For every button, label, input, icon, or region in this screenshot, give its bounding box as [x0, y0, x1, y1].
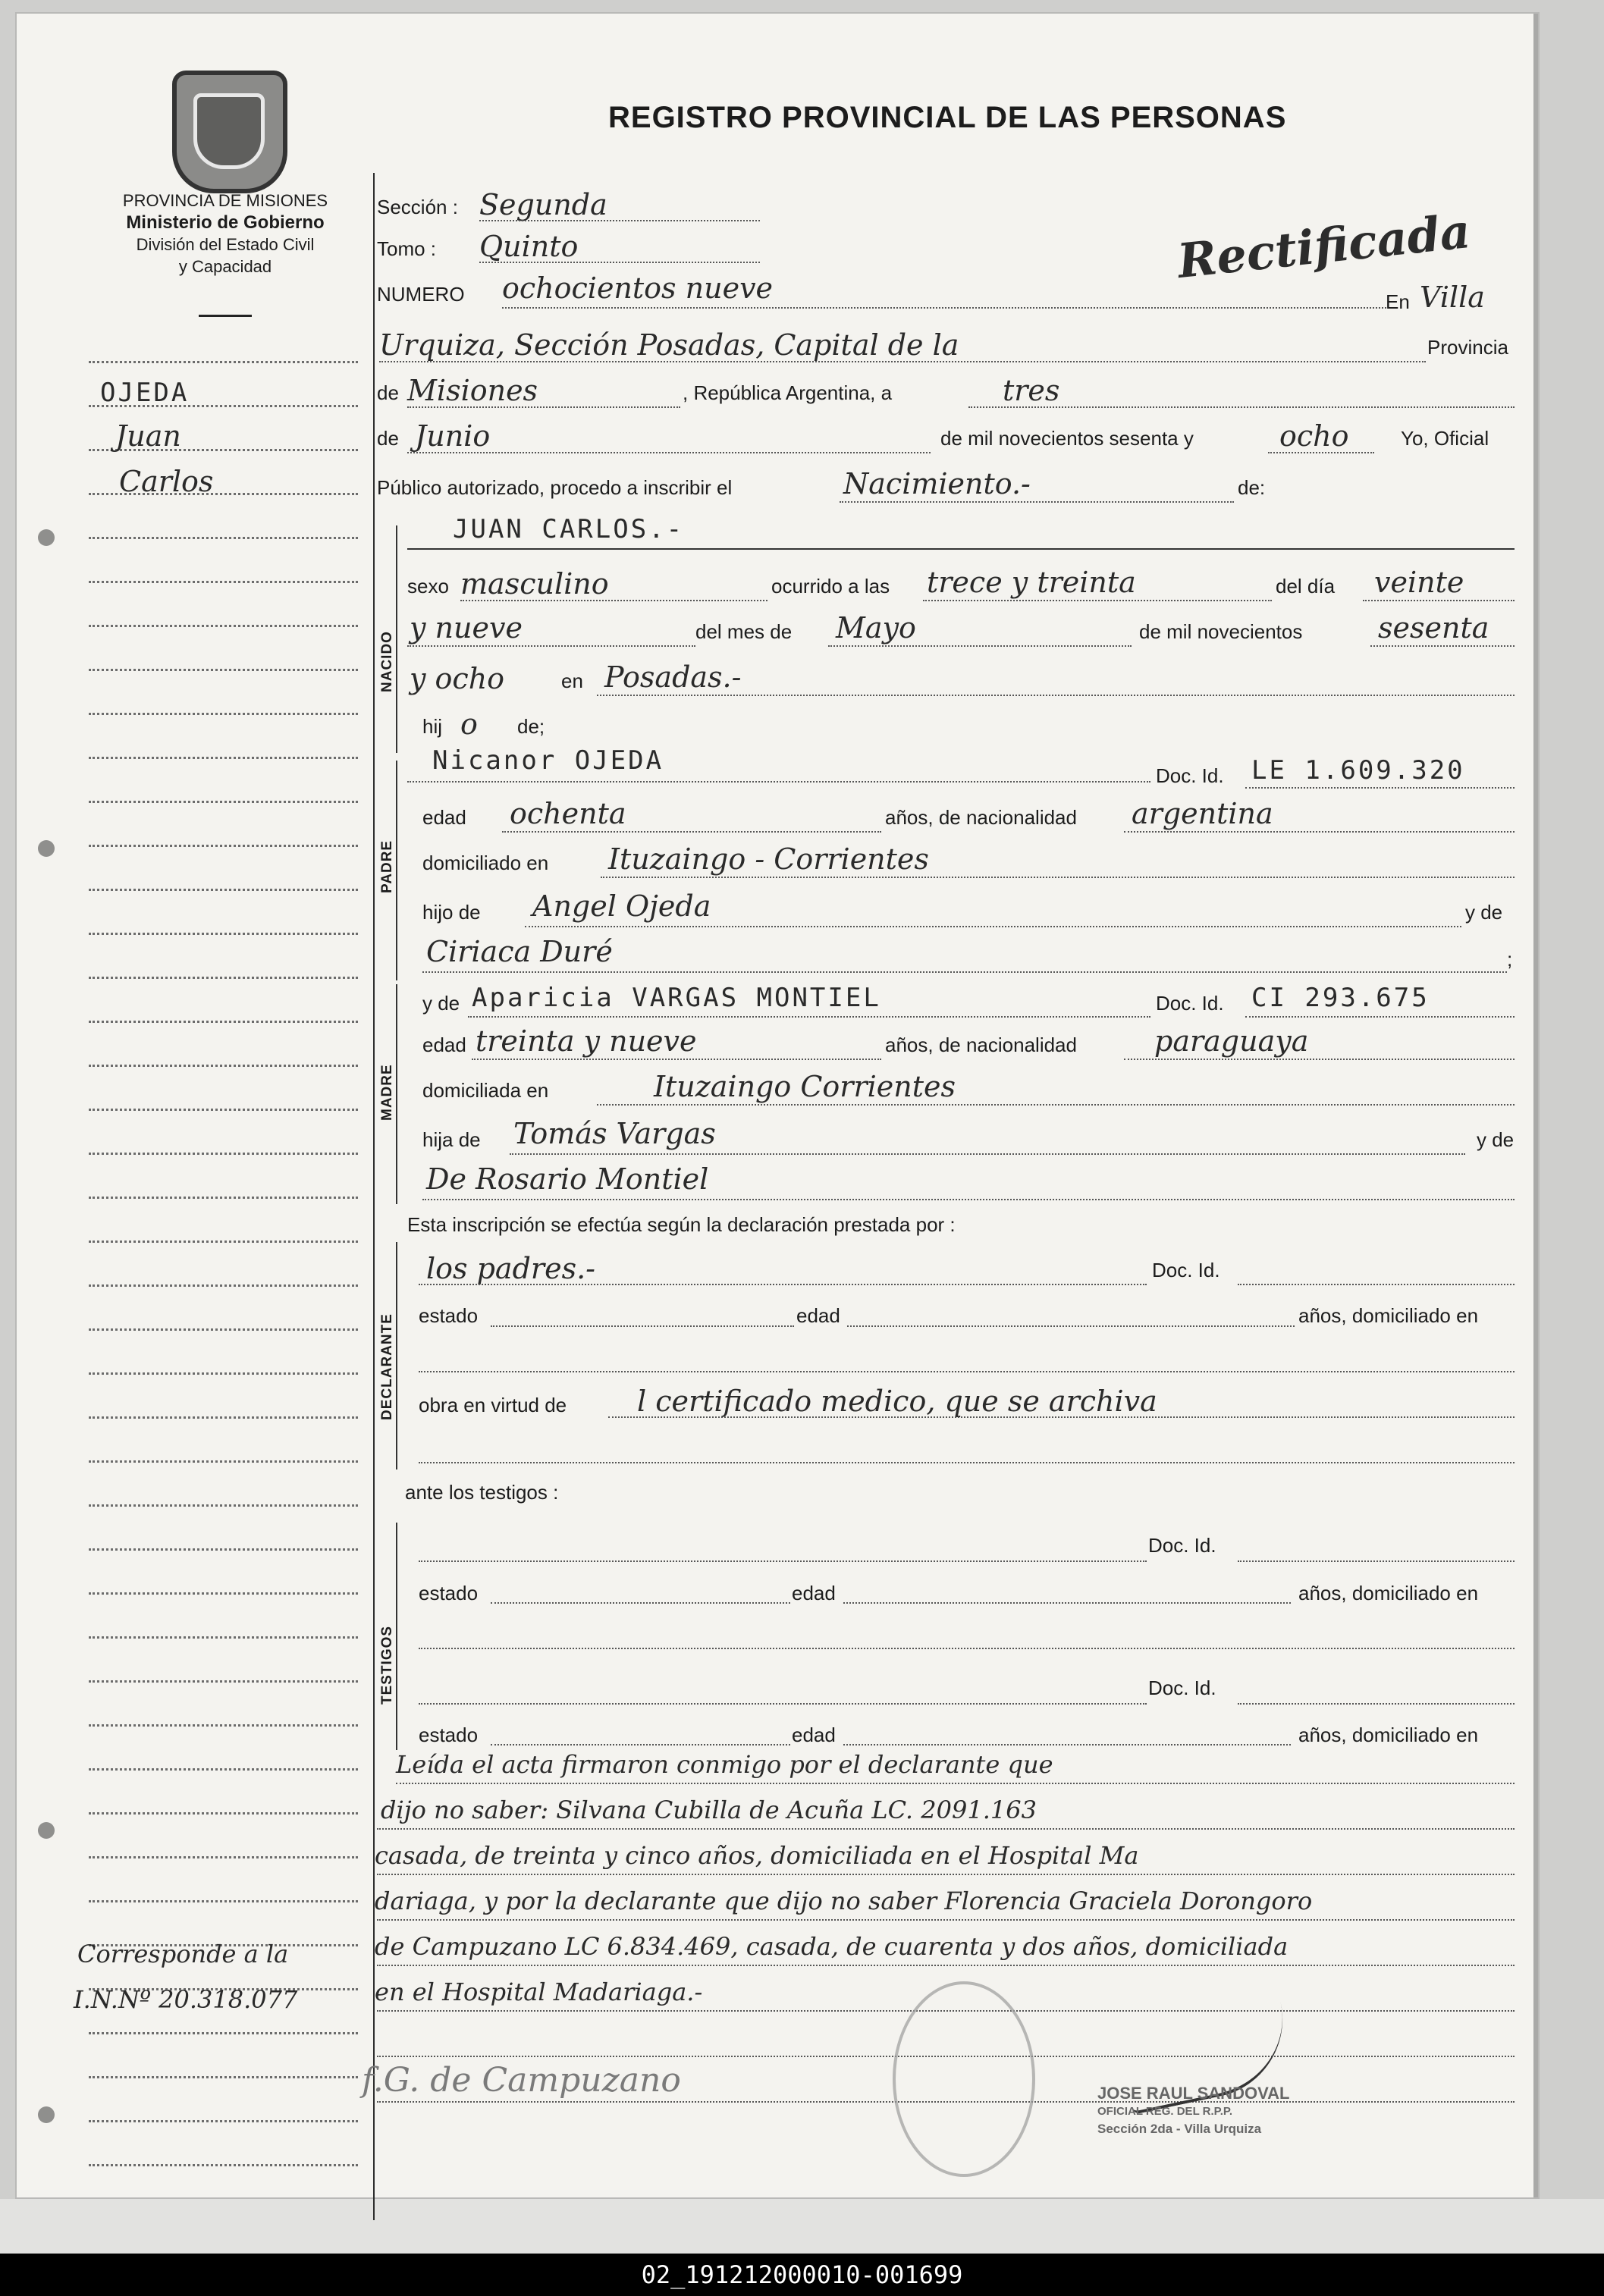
stamp-official-name: JOSE RAUL SANDOVAL — [1097, 2084, 1290, 2103]
margin-line — [89, 2120, 358, 2122]
margin-line — [89, 1153, 358, 1155]
section-bracket — [396, 984, 397, 1204]
section-bracket — [396, 1242, 397, 1470]
field-sex: masculino — [460, 567, 609, 601]
label-hij: hij — [422, 715, 443, 738]
issuer-header — [89, 190, 362, 278]
field-hij-suffix: o — [460, 707, 478, 741]
label-tomo: Tomo : — [377, 237, 437, 260]
margin-given-1: Juan — [115, 419, 181, 453]
field-birth-year: sesenta — [1378, 611, 1489, 645]
label-republica: , República Argentina, a — [683, 381, 893, 404]
label-de-mil-2: de mil novecientos — [1139, 620, 1303, 643]
margin-line — [89, 1197, 358, 1199]
line — [422, 1199, 1515, 1200]
line — [597, 1104, 1515, 1106]
line — [1370, 645, 1515, 647]
coat-of-arms-seal — [172, 71, 287, 193]
field-mother-parent-1: Tomás Vargas — [513, 1117, 716, 1150]
margin-line — [89, 625, 358, 627]
field-mother-nat: paraguaya — [1154, 1024, 1309, 1058]
closing-text-line-1: Leída el acta firmaron conmigo por el declarante que — [396, 1750, 1053, 1779]
label-seccion: Sección : — [377, 196, 458, 218]
line — [1124, 1059, 1515, 1060]
line — [525, 926, 1461, 927]
label-y-de: y de — [1477, 1128, 1515, 1151]
line — [1245, 1016, 1515, 1018]
margin-line — [89, 1109, 358, 1111]
rubber-stamp-circle — [893, 1981, 1035, 2177]
line — [502, 307, 1389, 309]
declarant-signature: f.G. de Campuzano — [362, 2061, 681, 2100]
label-anos-dom: años, domiciliado en — [1298, 1304, 1479, 1327]
field-tomo: Quinto — [479, 230, 579, 263]
section-bracket — [396, 1523, 397, 1750]
field-day: tres — [1003, 374, 1060, 407]
label-anos-nac: años, de nacionalidad — [885, 806, 1077, 829]
label-edad: edad — [792, 1582, 836, 1604]
label-de-colon: de: — [1238, 476, 1266, 499]
margin-line — [89, 757, 358, 759]
division-name: División del Estado Civil — [136, 235, 315, 254]
margin-line — [89, 1812, 358, 1815]
field-obra: l certificado medico, que se archiva — [637, 1385, 1157, 1418]
margin-line — [89, 2076, 358, 2078]
margin-line — [89, 1416, 358, 1419]
section-bracket — [396, 525, 397, 753]
margin-line — [89, 1241, 358, 1243]
margin-line — [89, 1460, 358, 1463]
line — [597, 695, 1515, 696]
field-birth-day-2: y nueve — [410, 611, 523, 645]
margin-line — [89, 1021, 358, 1023]
margin-line — [89, 1900, 358, 1902]
label-yo-oficial: Yo, Oficial — [1401, 427, 1489, 450]
line — [1245, 787, 1515, 789]
line — [510, 1153, 1465, 1155]
label-doc-id: Doc. Id. — [1152, 1259, 1220, 1281]
line — [377, 1965, 1515, 1966]
line — [843, 1744, 1291, 1746]
label-hija-de: hija de — [422, 1128, 481, 1151]
line — [601, 877, 1515, 878]
field-mother-name: Aparicia VARGAS MONTIEL — [472, 983, 881, 1013]
field-father-dom: Ituzaingo - Corrientes — [608, 842, 929, 876]
line — [479, 220, 760, 221]
field-child-name: JUAN CARLOS.- — [453, 514, 685, 544]
line — [407, 452, 931, 453]
margin-line — [89, 1856, 358, 1858]
field-month: Junio — [415, 419, 491, 453]
section-testigos-label: TESTIGOS — [379, 1625, 395, 1705]
line — [379, 361, 1426, 362]
line — [396, 1783, 1515, 1784]
binding-ring — [38, 2106, 55, 2123]
field-mother-dom: Ituzaingo Corrientes — [654, 1070, 956, 1103]
margin-line — [89, 1372, 358, 1375]
label-hijo-de: hijo de — [422, 901, 481, 924]
closing-text-line-6: en el Hospital Madariaga.- — [375, 1978, 703, 2006]
field-year-suffix: ocho — [1279, 419, 1349, 453]
line — [843, 1602, 1291, 1604]
margin-line — [89, 1724, 358, 1727]
label-declaracion: Esta inscripción se efectúa según la declaración prestada por : — [407, 1213, 956, 1236]
capacity-name: y Capacidad — [178, 257, 272, 276]
stamp-line-3: Sección 2da - Villa Urquiza — [1097, 2122, 1262, 2136]
label-publico: Público autorizado, procedo a inscribir el — [377, 476, 733, 499]
line — [377, 1874, 1515, 1875]
section-nacido-label: NACIDO — [379, 631, 395, 692]
label-de-mil: de mil novecientos sesenta y — [940, 427, 1194, 450]
field-hour: trece y treinta — [927, 566, 1136, 599]
line — [407, 781, 1150, 783]
register-page — [17, 14, 1538, 2197]
line — [419, 1284, 1147, 1285]
page-title: REGISTRO PROVINCIAL DE LAS PERSONAS — [608, 101, 1287, 134]
label-numero: NUMERO — [377, 283, 465, 306]
field-father-nat: argentina — [1132, 797, 1273, 830]
field-act: Nacimiento.- — [843, 467, 1031, 500]
label-en-2: en — [561, 670, 583, 692]
line — [419, 1560, 1147, 1562]
margin-note-2: I.N.Nº 20.318.077 — [74, 1985, 298, 2014]
field-father-parent-1: Angel Ojeda — [532, 889, 711, 923]
margin-line — [89, 933, 358, 935]
seal-emblem — [193, 93, 265, 169]
line — [460, 600, 767, 601]
line — [472, 1059, 881, 1060]
line — [419, 1703, 1147, 1705]
margin-line — [89, 537, 358, 539]
footer-image-id: 02_191212000010-001699 — [0, 2254, 1604, 2296]
field-numero: ochocientos nueve — [502, 271, 774, 305]
correction-signature: Rectificada — [1175, 202, 1474, 290]
field-declarant: los padres.- — [426, 1252, 595, 1285]
line — [491, 1325, 794, 1327]
line — [847, 1325, 1295, 1327]
margin-line — [89, 1680, 358, 1683]
field-mother-parent-2: De Rosario Montiel — [426, 1162, 709, 1196]
closing-text-line-2: dijo no saber: Silvana Cubilla de Acuña LC. 2091.163 — [381, 1796, 1037, 1824]
line — [1238, 1284, 1515, 1285]
margin-line — [89, 669, 358, 671]
closing-text-line-3: casada, de treinta y cinco años, domiciliada en el Hospital Ma — [375, 1841, 1139, 1870]
line — [407, 406, 680, 408]
margin-line — [89, 581, 358, 583]
field-mother-age: treinta y nueve — [476, 1024, 697, 1058]
margin-line — [89, 1592, 358, 1595]
margin-line — [89, 1504, 358, 1507]
line — [502, 831, 881, 833]
label-edad: edad — [792, 1724, 836, 1746]
label-anos-dom: años, domiciliado en — [1298, 1724, 1479, 1746]
binding-ring — [38, 1822, 55, 1839]
line — [479, 262, 760, 263]
label-domiciliado: domiciliado en — [422, 852, 549, 874]
margin-line — [89, 801, 358, 803]
margin-surname: OJEDA — [100, 378, 190, 408]
label-y-de: y de — [422, 992, 460, 1015]
line — [840, 501, 1234, 503]
label-del-dia: del día — [1276, 575, 1336, 598]
label-ante: ante los testigos : — [405, 1481, 559, 1504]
stamp-line-2: OFICIAL REG. DEL R.P.P. — [1097, 2105, 1233, 2118]
margin-line — [89, 1065, 358, 1067]
margin-line — [89, 713, 358, 715]
line — [419, 1648, 1515, 1649]
line — [377, 1828, 1515, 1830]
field-father-doc: LE 1.609.320 — [1251, 755, 1465, 786]
label-obra: obra en virtud de — [419, 1394, 567, 1416]
line — [1238, 1560, 1515, 1562]
margin-line — [89, 1548, 358, 1551]
label-de: de — [377, 427, 399, 450]
line — [1268, 452, 1374, 453]
margin-line — [89, 889, 358, 891]
line — [407, 548, 1515, 550]
label-estado: estado — [419, 1582, 479, 1604]
section-declarante-label: DECLARANTE — [379, 1313, 395, 1420]
line — [923, 600, 1272, 601]
label-de-semi: de; — [517, 715, 545, 738]
field-father-age: ochenta — [510, 797, 626, 830]
binding-ring — [38, 840, 55, 857]
margin-given-2: Carlos — [119, 465, 214, 498]
label-anos-nac: años, de nacionalidad — [885, 1034, 1077, 1056]
line — [468, 1016, 1150, 1018]
section-madre-label: MADRE — [379, 1064, 395, 1121]
field-birth-day: veinte — [1374, 566, 1464, 599]
line — [407, 645, 695, 647]
label-de: de — [377, 381, 399, 404]
field-father-name: Nicanor OJEDA — [432, 745, 664, 776]
label-estado: estado — [419, 1304, 479, 1327]
field-father-parent-2: Ciriaca Duré — [426, 935, 613, 968]
label-y-de: y de — [1465, 901, 1503, 924]
line — [608, 1416, 1515, 1418]
margin-line — [89, 2032, 358, 2034]
label-domiciliada: domiciliada en — [422, 1079, 549, 1102]
margin-line — [89, 1636, 358, 1639]
ministry-name: Ministerio de Gobierno — [126, 212, 325, 233]
line — [422, 971, 1507, 973]
header-rule — [199, 315, 252, 317]
field-province: Misiones — [407, 374, 538, 407]
label-edad: edad — [796, 1304, 840, 1327]
section-bracket — [396, 761, 397, 980]
field-birth-month: Mayo — [836, 611, 916, 645]
line — [1363, 600, 1515, 601]
closing-text-line-4: dariaga, y por la declarante que dijo no saber Florencia Graciela Dorongoro — [375, 1887, 1313, 1915]
margin-line — [89, 977, 358, 979]
field-en: Villa — [1420, 281, 1485, 314]
label-sexo: sexo — [407, 575, 449, 598]
margin-line — [89, 1284, 358, 1287]
label-semicolon: ; — [1507, 948, 1513, 971]
line — [1238, 1703, 1515, 1705]
field-seccion: Segunda — [479, 188, 607, 221]
province-name: PROVINCIA DE MISIONES — [122, 191, 328, 210]
label-doc-id: Doc. Id. — [1156, 764, 1224, 787]
line — [419, 1371, 1515, 1372]
line — [968, 406, 1515, 408]
margin-line — [89, 1768, 358, 1771]
label-doc-id: Doc. Id. — [1148, 1677, 1216, 1699]
field-mother-doc: CI 293.675 — [1251, 983, 1430, 1013]
field-birth-year-2: y ocho — [410, 662, 505, 695]
line — [491, 1602, 790, 1604]
binding-ring — [38, 529, 55, 546]
label-doc-id: Doc. Id. — [1148, 1534, 1216, 1557]
line — [419, 1462, 1515, 1463]
line — [377, 1919, 1515, 1921]
margin-line — [89, 361, 358, 363]
label-edad: edad — [422, 806, 466, 829]
margin-line — [89, 2164, 358, 2166]
label-en: En — [1386, 290, 1410, 313]
field-birth-place: Posadas.- — [604, 660, 742, 694]
line — [828, 645, 1132, 647]
margin-line — [89, 1328, 358, 1331]
closing-text-line-5: de Campuzano LC 6.834.469, casada, de cuarenta y dos años, domiciliada — [375, 1932, 1289, 1961]
label-estado: estado — [419, 1724, 479, 1746]
label-anos-dom: años, domiciliado en — [1298, 1582, 1479, 1604]
field-place-line: Urquiza, Sección Posadas, Capital de la — [379, 328, 959, 362]
label-ocurrido: ocurrido a las — [771, 575, 890, 598]
line — [1124, 831, 1515, 833]
margin-note-1: Corresponde a la — [77, 1940, 289, 1968]
label-doc-id: Doc. Id. — [1156, 992, 1224, 1015]
section-padre-label: PADRE — [379, 839, 395, 893]
label-del-mes: del mes de — [695, 620, 793, 643]
line — [491, 1744, 790, 1746]
label-provincia: Provincia — [1427, 336, 1508, 359]
margin-line — [89, 845, 358, 847]
label-edad: edad — [422, 1034, 466, 1056]
